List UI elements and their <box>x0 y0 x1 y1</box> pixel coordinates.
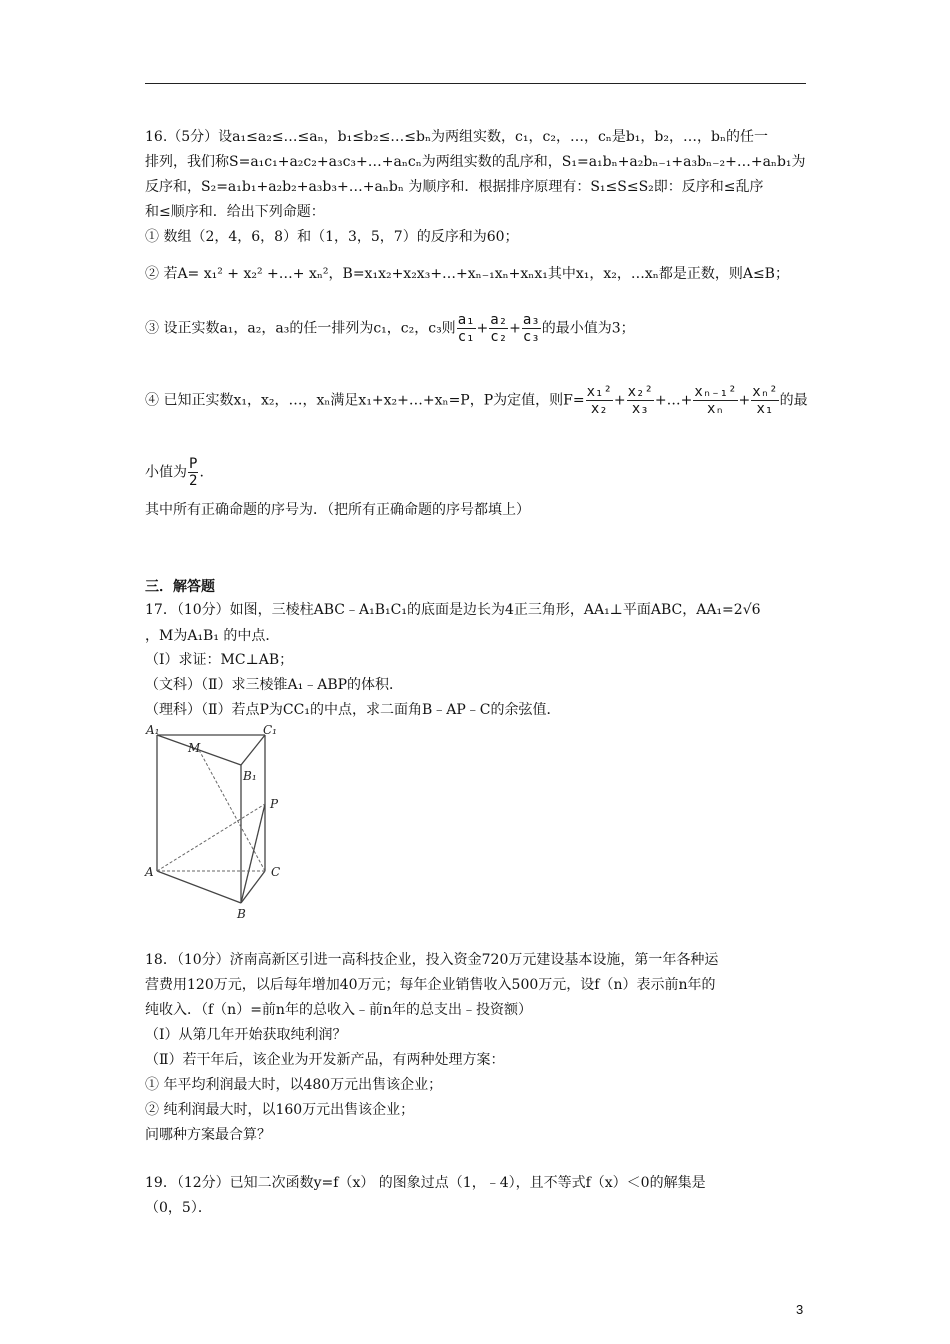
label-a: A <box>145 865 154 879</box>
q19-line-2: （0，5）． <box>145 1200 212 1216</box>
plus-sign: + <box>476 320 489 337</box>
q16-line-2: 排列，我们称S=a₁c₁+a₂c₂+a₃c₃+…+aₙcₙ为两组实数的乱序和，S₁=a₁bₙ+a₂bₙ₋₁+a₃bₙ₋₂+…+aₙb₁为 <box>145 154 806 170</box>
page-number: 3 <box>796 1302 804 1317</box>
fraction-x2sq-x3: $\frac{\text{x₂²}}{\text{x₃}}$ <box>627 384 653 417</box>
fraction-x1sq-x2: $\frac{\text{x₁²}}{\text{x₂}}$ <box>586 384 612 417</box>
q16-ask: 其中所有正确命题的序号为．（把所有正确命题的序号都填上） <box>145 502 530 518</box>
q18-line-1: 18．（10分）济南高新区引进一高科技企业，投入资金720万元建设基本设施，第一年各种运 <box>145 952 719 968</box>
q16-line-1: 16.（5分）设a₁≤a₂≤…≤aₙ，b₁≤b₂≤…≤bₙ为两组实数，c₁，c₂，…，cₙ是b₁，b₂，…，bₙ的任一 <box>145 129 769 145</box>
q16-proposition-1: ① 数组（2，4，6，8）和（1，3，5，7）的反序和为60； <box>145 229 519 245</box>
p4-text-b: 的最 <box>779 392 808 409</box>
label-a1: A₁ <box>146 723 160 737</box>
fraction-p-over-2: $\frac{P}{2}$ <box>189 456 198 489</box>
q16-proposition-4-cont <box>145 456 204 489</box>
q18-option-1: ① 年平均利润最大时，以480万元出售该企业； <box>145 1077 443 1093</box>
plus-sign: + <box>738 392 751 409</box>
label-b: B <box>237 907 246 921</box>
label-c: C <box>271 865 281 879</box>
fraction-xn-1sq-xn: $\frac{\text{xₙ₋₁²}}{\text{xₙ}}$ <box>694 384 737 417</box>
q17-part-2-science: （理科）（Ⅱ）若点P为CC₁的中点，求二面角B﹣AP﹣C的余弦值． <box>145 702 561 718</box>
p4-text-d: . <box>199 464 204 481</box>
q17-line-2: ，M为A₁B₁ 的中点． <box>145 628 280 644</box>
label-c1: C₁ <box>263 723 277 737</box>
fraction-a3-c3: $\frac{\text{a₃}}{\text{c₃}}$ <box>522 312 540 345</box>
q18-line-2: 营费用120万元，以后每年增加40万元；每年企业销售收入500万元，设f（n）表示前n年的 <box>145 977 716 993</box>
q17-line-1: 17．（10分）如图，三棱柱ABC﹣A₁B₁C₁的底面是边长为4正三角形，AA₁⊥平面ABC，AA₁=2√6 <box>145 602 761 618</box>
q16-line-3: 反序和，S₂=a₁b₁+a₂b₂+a₃b₃+…+aₙbₙ 为顺序和．根据排序原理有：S₁≤S≤S₂即：反序和≤乱序 <box>145 179 764 195</box>
prism-figure <box>140 722 300 922</box>
fraction-xnsq-x1: $\frac{\text{xₙ²}}{\text{x₁}}$ <box>752 384 778 417</box>
p3-text-a: ③ 设正实数a₁，a₂，a₃的任一排列为c₁，c₂，c₃则 <box>145 320 456 337</box>
p3-text-b: 的最小值为3； <box>541 320 635 337</box>
fraction-a1-c1: $\frac{\text{a₁}}{\text{c₁}}$ <box>457 312 475 345</box>
q16-proposition-2: ② 若A= x₁² + x₂² +…+ xₙ²，B=x₁x₂+x₂x₃+…+xₙ₋₁xₙ+xₙx₁其中x₁，x₂，…xₙ都是正数，则A≤B； <box>145 266 789 282</box>
plus-sign: + <box>613 392 626 409</box>
edge-c1-b1 <box>241 735 265 765</box>
q17-part-2-arts: （文科）（Ⅱ）求三棱锥A₁﹣ABP的体积． <box>145 677 404 693</box>
label-b1: B₁ <box>243 769 257 783</box>
q18-line-3: 纯收入．（f（n）=前n年的总收入﹣前n年的总支出﹣投资额） <box>145 1002 532 1018</box>
header-rule <box>145 83 806 84</box>
fraction-a2-c2: $\frac{\text{a₂}}{\text{c₂}}$ <box>490 312 508 345</box>
label-m: M <box>188 741 201 755</box>
q18-part-1: （Ⅰ）从第几年开始获取纯利润？ <box>145 1027 347 1043</box>
q18-ask: 问哪种方案最合算？ <box>145 1127 271 1143</box>
plus-sign: + <box>509 320 521 337</box>
edge-a-b <box>157 871 241 903</box>
label-p: P <box>270 797 279 811</box>
q17-part-1: （Ⅰ）求证：MC⊥AB； <box>145 652 294 668</box>
q19-line-1: 19．（12分）已知二次函数y=f（x） 的图象过点（1，﹣4），且不等式f（x）＜0的解集是 <box>145 1175 706 1191</box>
hidden-segment-a-p <box>157 804 265 871</box>
q18-option-2: ② 纯利润最大时，以160万元出售该企业； <box>145 1102 415 1118</box>
q16-line-4: 和≤顺序和．给出下列命题： <box>145 204 325 220</box>
segment-b-p <box>241 804 265 903</box>
section-heading: 三．解答题 <box>145 579 215 595</box>
q16-proposition-3 <box>145 312 635 345</box>
p4-text-a: ④ 已知正实数x₁，x₂，…，xₙ满足x₁+x₂+…+xₙ=P，P为定值，则F= <box>145 392 585 409</box>
q18-part-2: （Ⅱ）若干年后，该企业为开发新产品，有两种处理方案： <box>145 1052 505 1068</box>
q16-proposition-4 <box>145 384 808 417</box>
plus-ellipsis: +…+ <box>654 392 693 409</box>
p4-text-c: 小值为 <box>145 464 187 481</box>
